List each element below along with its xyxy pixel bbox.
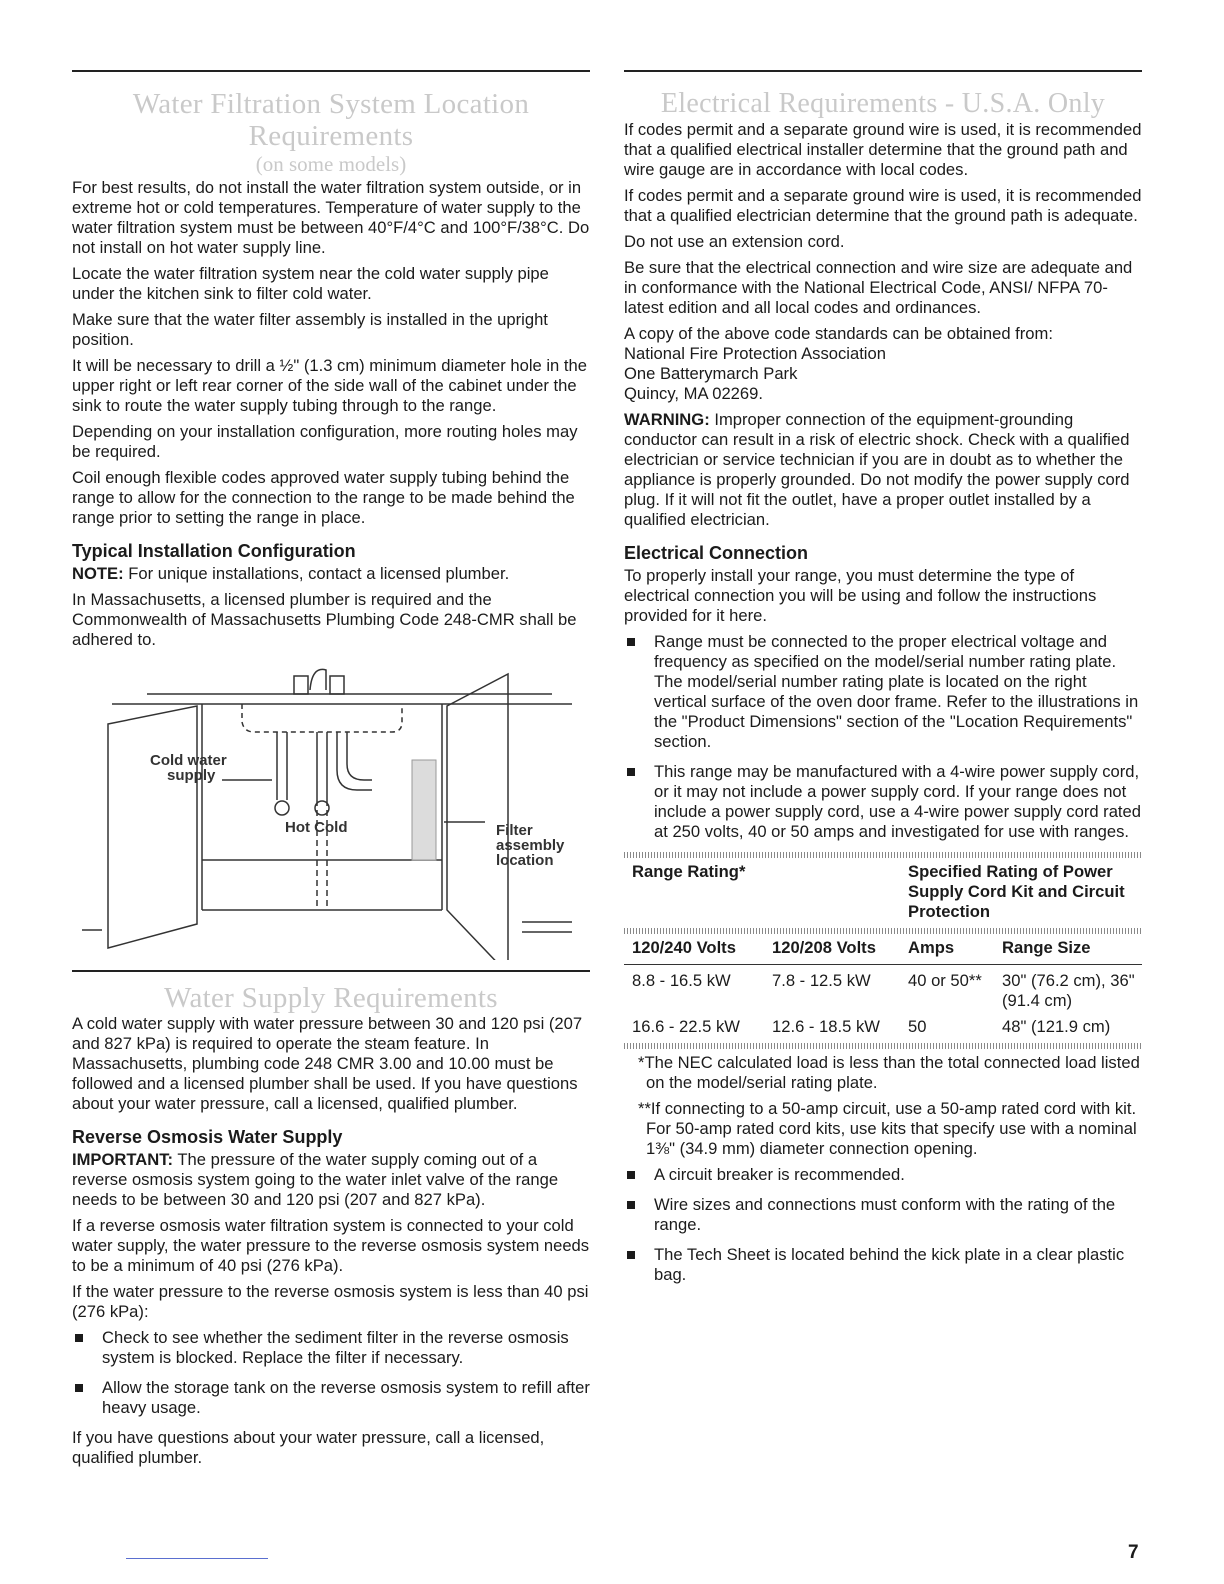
list-item: This range may be manufactured with a 4-wire power supply cord, or it may not include a power supply cord. If your range does not include a power supply cord, use a 4-wire power supply cord rated at 250 volts, 40 or 50 amps and investigated for use with ranges. — [624, 762, 1142, 842]
warning-paragraph: WARNING: Improper connection of the equipment-grounding conductor can result in a risk of electric shock. Check with a qualified electrician or service technician if you are in doubt as to whether the appliance is properly grounded. Do not modify the power supply cord plug. If it will not fit the outlet, have a proper outlet installed by a qualified electrician. — [624, 410, 1130, 529]
water-supply-paragraph: A cold water supply with water pressure between 30 and 120 psi (207 and 827 kPa) is required to operate the steam feature. In Massachusetts, plumbing code 248 CMR 3.00 and 10.00 must be followed and a licensed plumber shall be used. If you have questions about your water pressure, call a licensed, qualified plumber. — [72, 1014, 583, 1113]
filtration-paragraph: Coil enough flexible codes approved water supply tubing behind the range to allow for the connection to the range to be made behind the range prior to setting the range in place. — [72, 468, 575, 527]
list-item: Check to see whether the sediment filter in the reverse osmosis system is blocked. Replace the filter if necessary. — [72, 1328, 590, 1368]
hot-cold-label: Hot Cold — [285, 819, 348, 836]
final-bullet-list — [624, 1165, 1142, 1285]
connection-bullet-list — [624, 632, 1142, 842]
list-item: A circuit breaker is recommended. — [624, 1165, 1142, 1185]
bullet-icon — [75, 1334, 83, 1342]
bullet-icon — [627, 768, 635, 776]
supply-label: supply — [167, 767, 216, 784]
important-note: IMPORTANT: The pressure of the water supply coming out of a reverse osmosis system going to the water inlet valve of the range needs to be between 30 and 120 psi (207 and 827 kPa). — [72, 1150, 559, 1209]
footnote: *The NEC calculated load is less than the total connected load listed on the model/serial rating plate. — [638, 1053, 1140, 1092]
ro-bullet-list — [72, 1328, 590, 1418]
installation-diagram — [72, 660, 590, 960]
electrical-paragraph: Be sure that the electrical connection and wire size are adequate and in conformance with the National Electrical Code, ANSI/ NFPA 70-latest edition and all local codes and ordinances. — [624, 258, 1133, 317]
list-item: Range must be connected to the proper electrical voltage and frequency as specified on the model/serial number rating plate. The model/serial number rating plate is located on the right vertical surface of the oven door frame. Refer to the illustrations in the "Product Dimensions" section of the "Location Requirements" section. — [624, 632, 1142, 752]
connection-intro: To properly install your range, you must determine the type of electrical connection you will be using and follow the instructions provided for it here. — [624, 566, 1097, 625]
right-column — [624, 70, 1142, 1295]
cold-water-label: Cold water — [150, 752, 227, 769]
bullet-icon — [627, 1251, 635, 1259]
left-column — [72, 70, 590, 1474]
table-row: 8.8 - 16.5 kW 7.8 - 12.5 kW 40 or 50** 30" (76.2 cm), 36" (91.4 cm) — [632, 971, 1135, 1010]
bullet-icon — [75, 1384, 83, 1392]
ro-paragraph: If a reverse osmosis water filtration system is connected to your cold water supply, the water pressure to the reverse osmosis system needs to be a minimum of 40 psi (276 kPa). — [72, 1216, 590, 1275]
filtration-paragraph: For best results, do not install the water filtration system outside, or in extreme hot or cold temperatures. Temperature of water supply to the water filtration system must be between 40°F/4°C and 100°F/38°C. Do not install on hot water supply line. — [72, 178, 590, 257]
filtration-paragraph: Locate the water filtration system near the cold water supply pipe under the kitchen sink to filter cold water. — [72, 264, 549, 303]
list-item: Allow the storage tank on the reverse osmosis system to refill after heavy usage. — [72, 1378, 590, 1418]
table-rule — [624, 1043, 1142, 1049]
column-header: 120/208 Volts — [772, 938, 876, 957]
section-rule — [72, 970, 590, 972]
massachusetts-paragraph: In Massachusetts, a licensed plumber is required and the Commonwealth of Massachusetts Plumbing Code 248-CMR shall be adhered to. — [72, 590, 577, 649]
range-rating-header: Range Rating* — [632, 862, 746, 881]
electrical-connection-heading: Electrical Connection — [624, 543, 809, 563]
column-header: Amps — [908, 938, 955, 957]
typical-note: NOTE: For unique installations, contact a licensed plumber. — [72, 564, 510, 583]
ro-paragraph: If the water pressure to the reverse osmosis system is less than 40 psi (276 kPa): — [72, 1282, 589, 1321]
reverse-osmosis-heading: Reverse Osmosis Water Supply — [72, 1127, 343, 1147]
filtration-title: Water Filtration System Location Requirements — [132, 88, 530, 152]
closing-paragraph: If you have questions about your water pressure, call a licensed, qualified plumber. — [72, 1428, 545, 1467]
page-number: 7 — [1128, 1542, 1139, 1563]
footnote: **If connecting to a 50-amp circuit, use a 50-amp rated cord with kit. For 50-amp rated cord kits, use kits that specify use with a nominal 1⅜" (34.9 mm) diameter connection opening. — [638, 1099, 1137, 1158]
specified-rating-header: Specified Rating of Power Supply Cord Kit and Circuit Protection — [908, 862, 1125, 921]
column-header: Range Size — [1002, 938, 1091, 957]
sink-cabinet-illustration — [72, 660, 590, 960]
list-item: The Tech Sheet is located behind the kick plate in a clear plastic bag. — [624, 1245, 1142, 1285]
bullet-icon — [627, 638, 635, 646]
section-rule — [72, 70, 590, 72]
bullet-icon — [627, 1171, 635, 1179]
filtration-paragraph: It will be necessary to drill a ½" (1.3 cm) minimum diameter hole in the upper right or left rear corner of the side wall of the cabinet under the sink to route the water supply tubing through to the range. — [72, 356, 587, 415]
filter-label: Filter — [496, 822, 533, 839]
electrical-paragraph: If codes permit and a separate ground wire is used, it is recommended that a qualified electrician determine that the ground path is adequate. — [624, 186, 1142, 225]
footer-rule — [126, 1558, 268, 1559]
nfpa-address: A copy of the above code standards can be obtained from: National Fire Protection Association One Batterymarch Park Quincy, MA 02269. — [624, 324, 1053, 403]
electrical-paragraph: Do not use an extension cord. — [624, 232, 845, 251]
location-label: location — [496, 852, 554, 869]
filtration-paragraph: Depending on your installation configuration, more routing holes may be required. — [72, 422, 578, 461]
range-rating-table — [624, 858, 1142, 1043]
column-header: 120/240 Volts — [632, 938, 736, 957]
electrical-paragraph: If codes permit and a separate ground wire is used, it is recommended that a qualified electrical installer determine that the ground path and wire gauge are in accordance with local codes. — [624, 120, 1142, 179]
water-supply-title: Water Supply Requirements — [164, 982, 498, 1014]
bullet-icon — [627, 1201, 635, 1209]
filtration-subtitle: (on some models) — [255, 152, 407, 176]
section-rule — [624, 70, 1142, 72]
assembly-label: assembly — [496, 837, 565, 854]
filtration-paragraph: Make sure that the water filter assembly is installed in the upright position. — [72, 310, 548, 349]
typical-installation-heading: Typical Installation Configuration — [72, 541, 356, 561]
electrical-title: Electrical Requirements - U.S.A. Only — [660, 88, 1106, 119]
list-item: Wire sizes and connections must conform with the rating of the range. — [624, 1195, 1142, 1235]
table-row: 16.6 - 22.5 kW 12.6 - 18.5 kW 50 48" (121.9 cm) — [632, 1017, 1111, 1036]
